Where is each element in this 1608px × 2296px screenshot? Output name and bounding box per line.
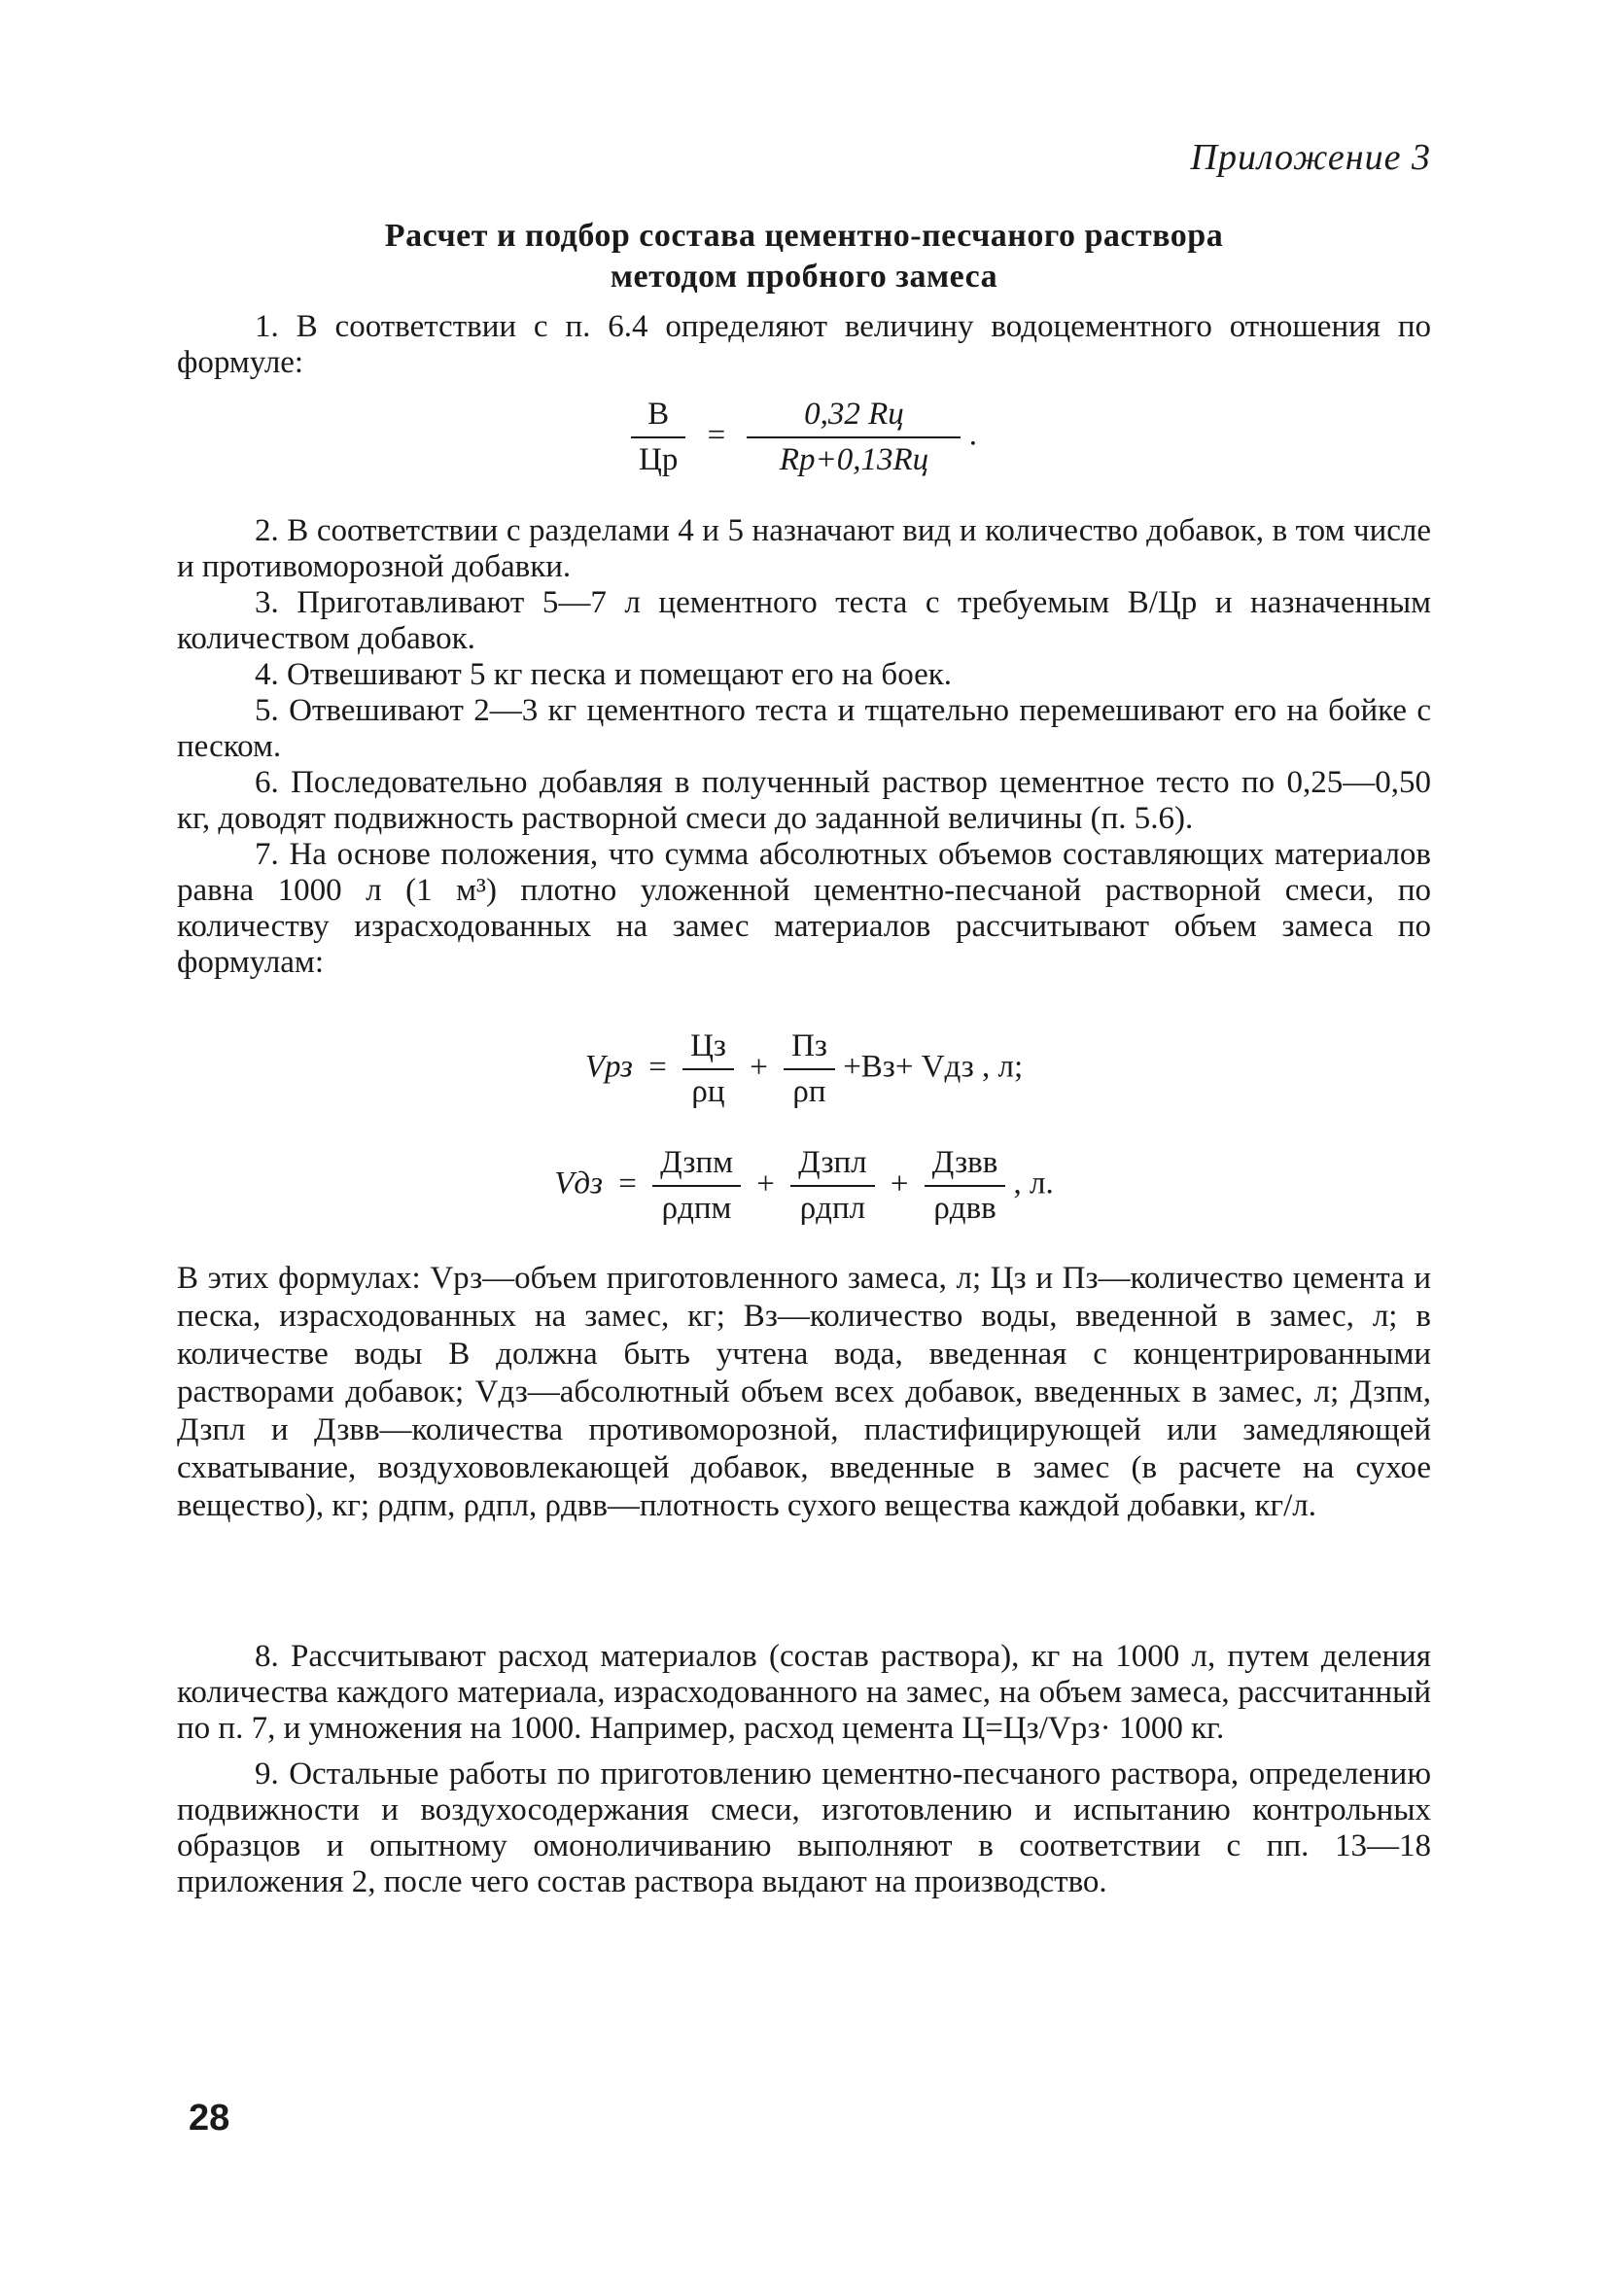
title-line-2: методом пробного замеса bbox=[610, 259, 998, 295]
fraction-denominator: ρдпм bbox=[661, 1191, 732, 1226]
formula-fraction-rhs bbox=[747, 397, 961, 478]
fraction-denominator: ρп bbox=[792, 1074, 826, 1109]
formula-fraction-lhs bbox=[631, 397, 685, 478]
paragraph-item: 5. Отвешивают 2—3 кг цементного теста и тщательно перемешивают его на бойке с песком. bbox=[177, 693, 1431, 764]
equals-sign: = bbox=[707, 417, 726, 453]
paragraph-item: 3. Приготавливают 5—7 л цементного теста с требуемым В/Цр и назначенным количеством добавок. bbox=[177, 585, 1431, 656]
fraction-numerator: Дзпм bbox=[652, 1145, 741, 1187]
formula-tail: , л. bbox=[1013, 1165, 1054, 1201]
formula-period: . bbox=[968, 417, 977, 453]
formula-lhs: Vрз bbox=[584, 1049, 633, 1085]
fraction-denominator: ρдпл bbox=[799, 1191, 866, 1226]
fraction-denominator: ρдвв bbox=[933, 1191, 996, 1226]
paragraph-item: 8. Рассчитывают расход материалов (состав раствора), кг на 1000 л, путем деления количества каждого материала, израсходованного на замес, на объем замеса, рассчитанный по п. 7, и умножения на 1000. Например, расход цемента Ц=Цз/Vрз· 1000 кг. bbox=[177, 1639, 1431, 1746]
formula-fraction-cement bbox=[682, 1028, 734, 1110]
formula-lhs: Vдз bbox=[554, 1165, 603, 1201]
section-title bbox=[177, 216, 1431, 297]
document-page bbox=[177, 0, 1431, 2296]
fraction-denominator: Rр+0,13Rц bbox=[779, 442, 929, 477]
title-line-1: Расчет и подбор состава цементно-песчаного раствора bbox=[384, 218, 1224, 254]
formula-water-cement bbox=[177, 397, 1431, 478]
fraction-numerator: Цз bbox=[682, 1028, 734, 1070]
formula-tail: +Вз+ Vдз , л; bbox=[843, 1049, 1024, 1085]
paragraph-item: 7. На основе положения, что сумма абсолютных объемов составляющих материалов равна 1000 л (1 м³) плотно уложенной цементно-песчаной растворной смеси, по количеству израсходованных на замес материалов рассчитывают объем замеса по формулам: bbox=[177, 837, 1431, 980]
paragraph-text: 1. В соответствии с п. 6.4 определяют величину водоцементного отношения по формуле: bbox=[177, 309, 1431, 380]
paragraphs-8-9 bbox=[177, 1639, 1431, 1900]
formula-explanation bbox=[177, 1260, 1431, 1525]
paragraph-item: 2. В соответствии с разделами 4 и 5 назначают вид и количество добавок, в том числе и противоморозной добавки. bbox=[177, 513, 1431, 584]
explanation-text: В этих формулах: Vрз—объем приготовленного замеса, л; Цз и Пз—количество цемента и песка, израсходованных на замес, кг; Вз—количество воды, введенной в замес, л; в количестве воды В должна быть учтена вода, введенная с концентрированными растворами добавок; Vдз—абсолютный объем всех добавок, введенных в замес, л; Дзпм, Дзпл и Дзвв—количества противоморозной, пластифицирующей или замедляющей схватывание, воздухововлекающей добавок, введенные в замес (в расчете на сухое вещество), кг; ρдпм, ρдпл, ρдвв—плотность сухого вещества каждой добавки, кг/л. bbox=[177, 1261, 1431, 1523]
fraction-denominator: ρц bbox=[691, 1074, 725, 1109]
page-number: 28 bbox=[189, 2098, 230, 2139]
formula-volume-batch: Vрз = $\frac{Цз}{\rho ц}$ + $\frac{Пз}{\rho п}$ +Вз+ Vдз , л; bbox=[584, 1028, 1024, 1109]
paragraph-item: 6. Последовательно добавляя в полученный раствор цементное тесто по 0,25—0,50 кг, доводят подвижность растворной смеси до заданной величины (п. 5.6). bbox=[177, 765, 1431, 836]
appendix-label: Приложение 3 bbox=[1190, 137, 1431, 178]
formula-fraction-plasticizer bbox=[790, 1145, 875, 1227]
formula-fraction-sand bbox=[784, 1028, 835, 1110]
fraction-numerator: Дзпл bbox=[790, 1145, 875, 1187]
fraction-numerator: Дзвв bbox=[925, 1145, 1006, 1187]
formula-fraction-antifreeze bbox=[652, 1145, 741, 1227]
fraction-numerator: 0,32 Rц bbox=[747, 397, 961, 438]
paragraph-item: 4. Отвешивают 5 кг песка и помещают его на боек. bbox=[255, 657, 953, 692]
formula-fraction-air-entraining bbox=[925, 1145, 1006, 1227]
formula-volume-additives: Vдз = $\frac{\text{Дзпм}}{\text{ρдпм}}$ + $\frac{\text{Дзпл}}{\text{ρдпл}}$ + $\frac{\text{Дзвв}}{\text{ρдвв}}$ , л. bbox=[554, 1145, 1054, 1226]
fraction-numerator: В bbox=[631, 397, 685, 438]
fraction-denominator: Цр bbox=[639, 442, 679, 477]
paragraph-1 bbox=[177, 309, 1431, 381]
paragraphs-2-7 bbox=[177, 513, 1431, 981]
paragraph-item: 9. Остальные работы по приготовлению цементно-песчаного раствора, определению подвижности и воздухосодержания смеси, изготовлению и испытанию контрольных образцов и опытному омоноличиванию выполняют в соответствии с пп. 13—18 приложения 2, после чего состав раствора выдают на производство. bbox=[177, 1757, 1431, 1899]
fraction-numerator: Пз bbox=[784, 1028, 835, 1070]
